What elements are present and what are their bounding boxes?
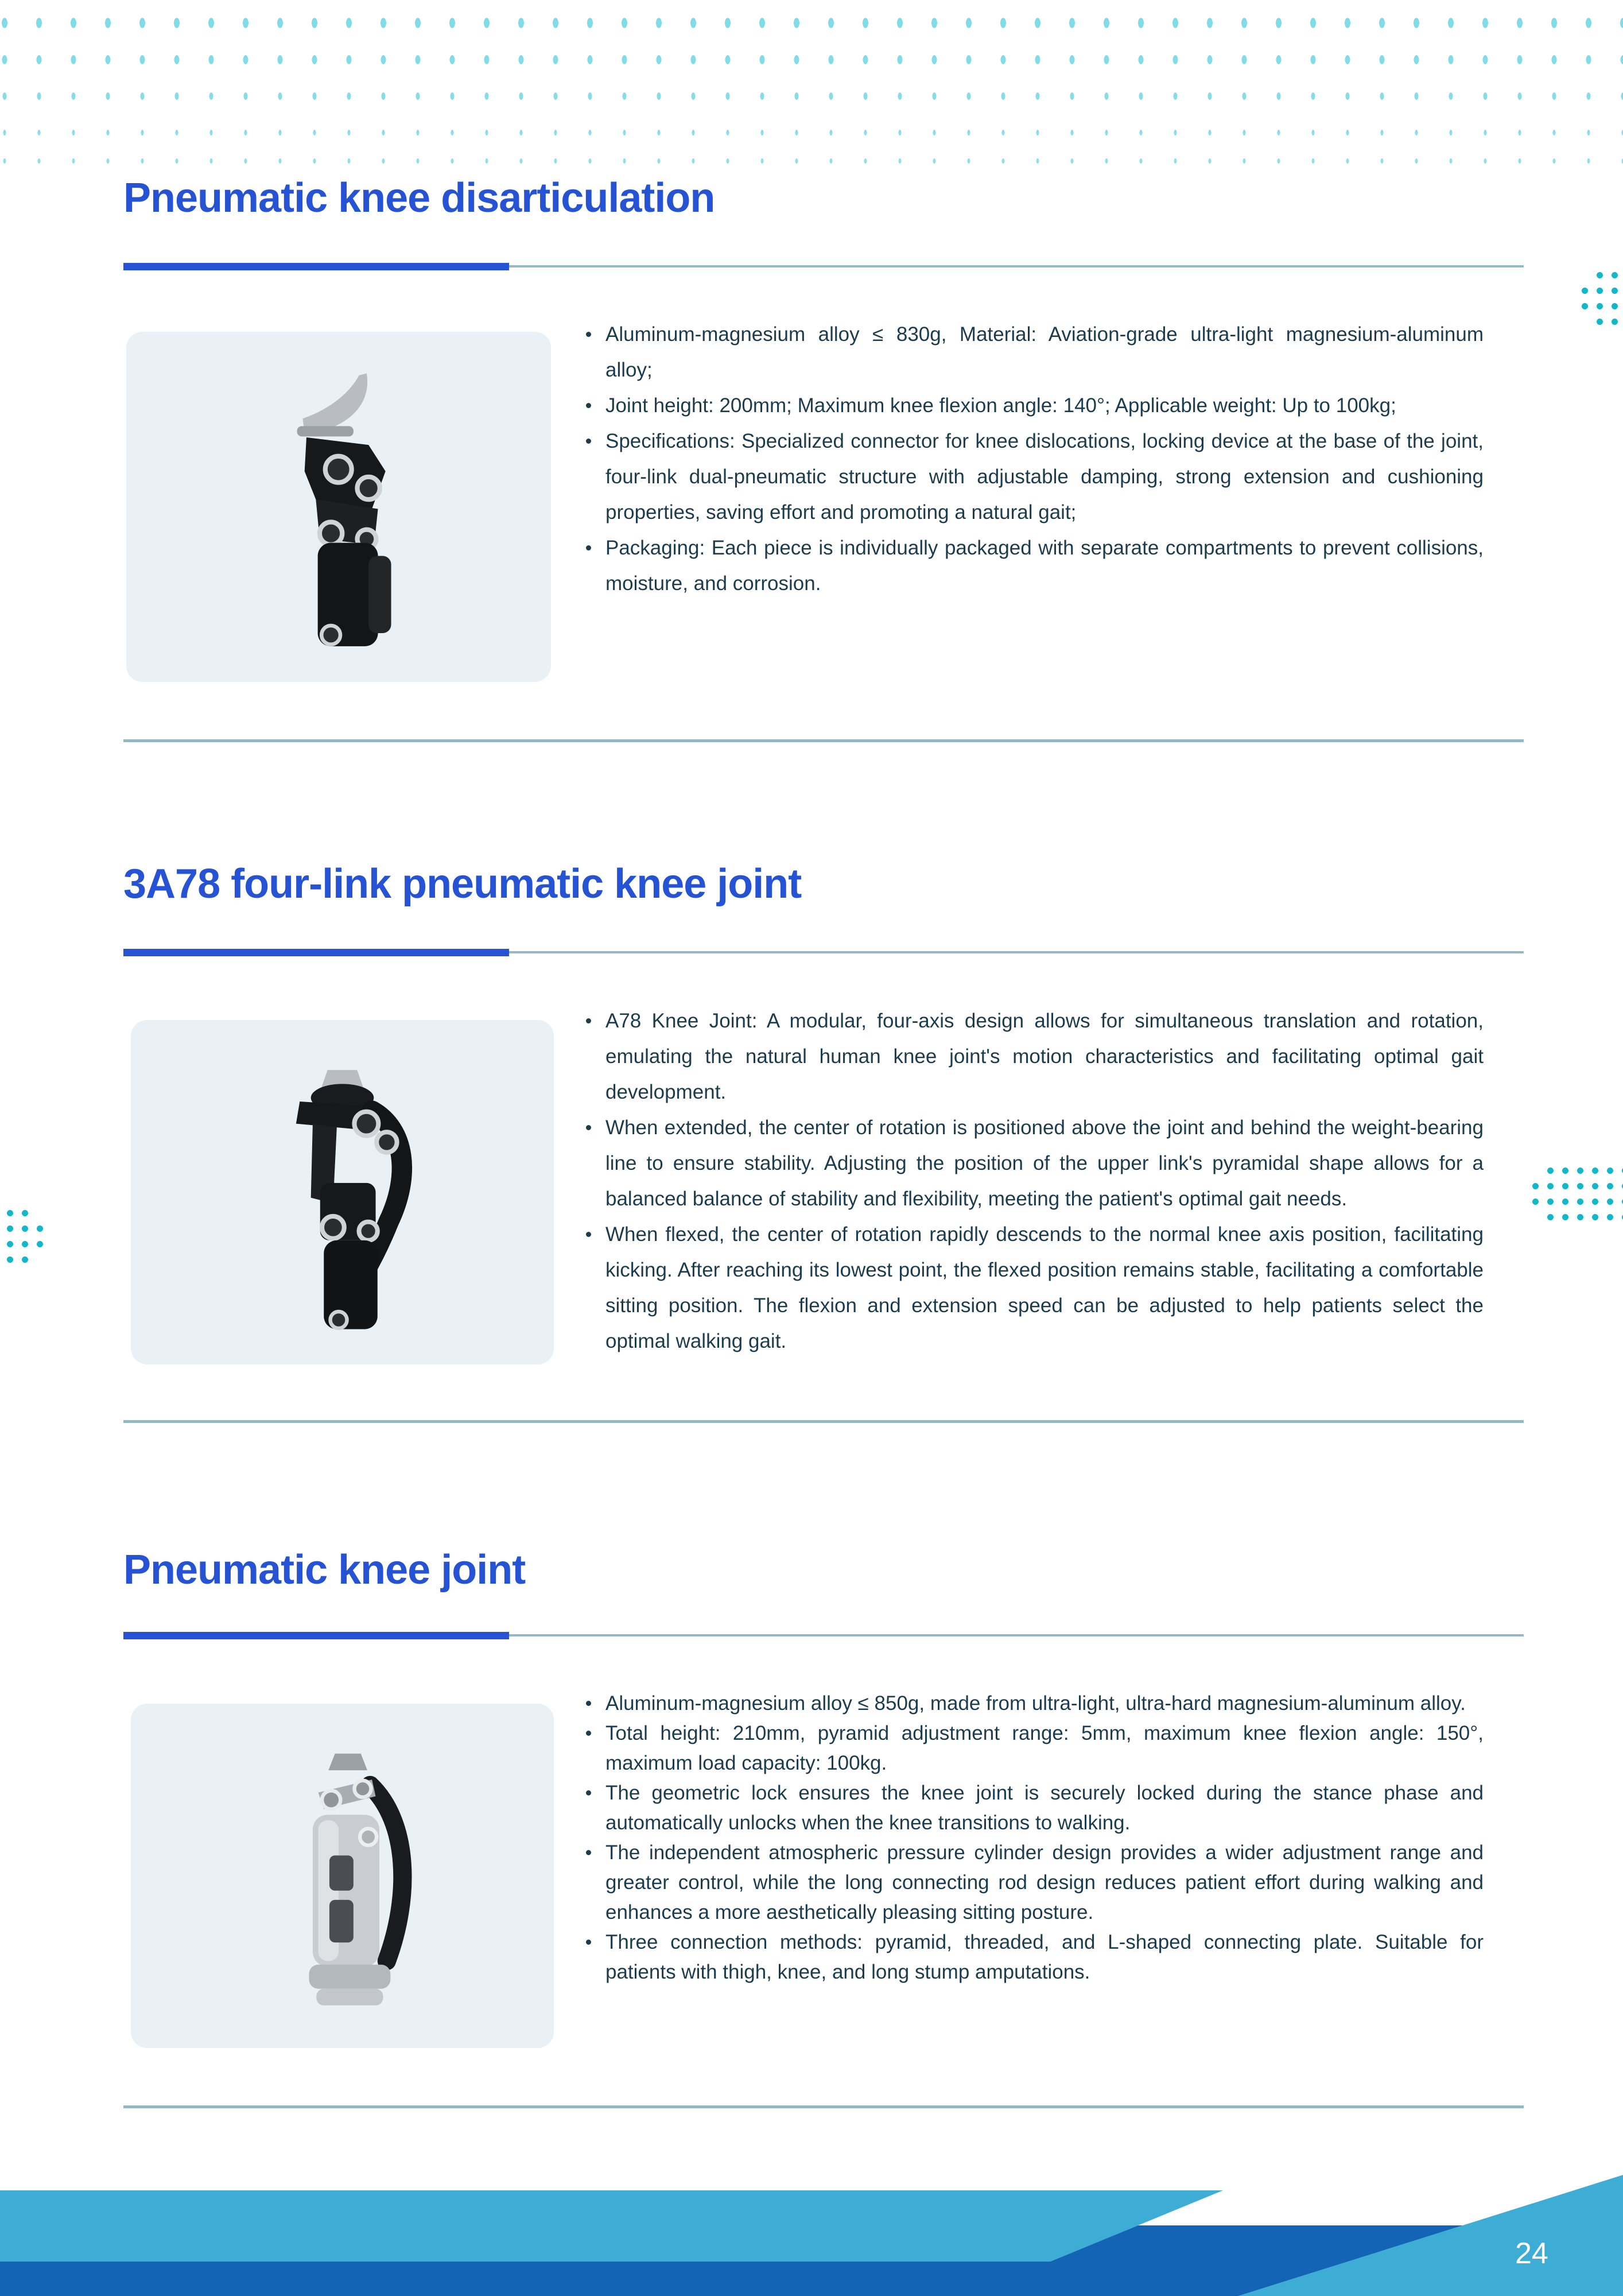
section-3-bullet-list — [583, 1689, 1484, 1987]
footer-decoration — [0, 2124, 1623, 2296]
teal-dot — [1562, 1183, 1568, 1189]
teal-dot — [1582, 303, 1588, 309]
bullet-icon — [586, 1125, 591, 1130]
teal-dot — [7, 1256, 13, 1263]
teal-dot — [7, 1210, 13, 1216]
bullet-icon — [586, 332, 591, 337]
teal-dot — [1547, 1214, 1554, 1220]
section-divider — [123, 2105, 1524, 2108]
teal-dot — [1592, 1183, 1598, 1189]
bullet-icon — [586, 403, 591, 408]
teal-dot — [1547, 1183, 1554, 1189]
bullet-icon — [586, 1731, 591, 1736]
teal-dot — [1597, 288, 1603, 294]
dot-grid-row — [1527, 1178, 1623, 1194]
teal-dot — [22, 1210, 28, 1216]
teal-dot — [1592, 1168, 1598, 1174]
bullet-icon — [586, 1701, 591, 1706]
section-3-product-image-box — [131, 1704, 554, 2048]
dot-grid-row — [2, 1205, 51, 1221]
bullet-item — [583, 1003, 1484, 1110]
dot-grid-row — [1576, 314, 1622, 329]
rule-accent-bar — [123, 949, 509, 956]
teal-dot — [1597, 272, 1603, 278]
section-divider — [123, 739, 1524, 742]
top-dot-pattern-row — [0, 92, 1623, 100]
bullet-item — [583, 317, 1484, 388]
dot-grid-row — [2, 1236, 51, 1252]
section-1-heading: Pneumatic knee disarticulation — [123, 175, 715, 221]
teal-dot — [1592, 1214, 1598, 1220]
teal-dot — [1547, 1168, 1554, 1174]
bullet-text: The geometric lock ensures the knee joint is securely locked during the stance phase and automatically unlocks when the knee transitions to walking. — [605, 1782, 1484, 1834]
bullet-item — [583, 1927, 1484, 1987]
dot-grid-row — [1527, 1209, 1623, 1225]
bullet-icon — [586, 1940, 591, 1945]
bullet-text: When flexed, the center of rotation rapidly descends to the normal knee axis position, facilitating kicking. After reaching its lowest point, the flexed position remains stable, facilitating a comfortable sitting position. The flexion and extension speed can be adjusted to help patients select the optimal walking gait. — [605, 1223, 1484, 1352]
bullet-item — [583, 1110, 1484, 1217]
dot-grid-row — [1527, 1194, 1623, 1209]
teal-dot — [1597, 319, 1603, 325]
teal-dot — [1577, 1214, 1583, 1220]
teal-dot — [22, 1225, 28, 1232]
teal-dot — [1607, 1214, 1613, 1220]
bullet-icon — [586, 1232, 591, 1237]
dot-grid-row — [2, 1221, 51, 1236]
teal-dot — [1612, 272, 1618, 278]
knee-disarticulation-product-photo — [226, 356, 451, 658]
teal-dot — [1592, 1199, 1598, 1205]
section-2-bullet-list — [583, 1003, 1484, 1359]
teal-dot — [22, 1241, 28, 1247]
bullet-text: Joint height: 200mm; Maximum knee flexion angle: 140°; Applicable weight: Up to 100kg; — [605, 394, 1396, 417]
bullet-text: A78 Knee Joint: A modular, four-axis design allows for simultaneous translation and rotation, emulating the natural human knee joint's motion characteristics and facilitating optimal gait development. — [605, 1010, 1484, 1103]
top-dot-pattern-row — [0, 130, 1623, 135]
bullet-text: Aluminum-magnesium alloy ≤ 850g, made from ultra-light, ultra-hard magnesium-aluminum alloy. — [605, 1692, 1466, 1715]
right-top-dot-grid-decoration — [1576, 267, 1622, 329]
bullet-icon — [586, 1850, 591, 1855]
bullet-icon — [586, 545, 591, 550]
bullet-item — [583, 1719, 1484, 1778]
bullet-item — [583, 424, 1484, 530]
bullet-text: Three connection methods: pyramid, threaded, and L-shaped connecting plate. Suitable for patients with thigh, knee, and long stump amputations. — [605, 1931, 1484, 1983]
pneumatic-knee-joint-product-photo — [231, 1728, 453, 2024]
bullet-icon — [586, 439, 591, 444]
top-dot-pattern-row — [0, 158, 1623, 164]
teal-dot — [1532, 1199, 1539, 1205]
dot-grid-row — [1576, 283, 1622, 298]
teal-dot — [1562, 1214, 1568, 1220]
top-dot-pattern-row — [0, 55, 1623, 64]
dot-grid-row — [2, 1252, 51, 1267]
dot-grid-row — [1527, 1163, 1623, 1178]
teal-dot — [7, 1225, 13, 1232]
teal-dot — [1577, 1199, 1583, 1205]
section-divider — [123, 1420, 1524, 1423]
bullet-item — [583, 1838, 1484, 1927]
bullet-text: Specifications: Specialized connector for knee dislocations, locking device at the base of the joint, four-link dual-pneumatic structure with adjustable damping, strong extension and cushioning properties, saving effort and promoting a natural gait; — [605, 430, 1484, 523]
teal-dot — [1562, 1199, 1568, 1205]
section-1-product-image-box — [126, 332, 551, 682]
bullet-text: When extended, the center of rotation is positioned above the joint and behind the weight-bearing line to ensure stability. Adjusting the position of the upper link's pyramidal shape allows for a balanced balance of stability and flexibility, meeting the patient's optimal gait needs. — [605, 1116, 1484, 1210]
top-dot-pattern-row — [0, 18, 1623, 28]
bullet-text: Aluminum-magnesium alloy ≤ 830g, Material: Aviation-grade ultra-light magnesium-aluminum alloy; — [605, 323, 1484, 381]
teal-dot — [1612, 319, 1618, 325]
section-1-heading-rule — [123, 263, 1524, 270]
teal-dot — [1607, 1168, 1613, 1174]
dot-grid-row — [1576, 267, 1622, 283]
teal-dot — [1597, 303, 1603, 309]
section-2-product-image-box — [131, 1020, 554, 1364]
bullet-icon — [586, 1790, 591, 1795]
bullet-item — [583, 1778, 1484, 1838]
rule-accent-bar — [123, 263, 509, 270]
bullet-icon — [586, 1018, 591, 1023]
teal-dot — [1532, 1183, 1539, 1189]
right-middle-dot-grid-decoration — [1527, 1163, 1623, 1225]
teal-dot — [1547, 1199, 1554, 1205]
bullet-item — [583, 1217, 1484, 1359]
teal-dot — [22, 1256, 28, 1263]
teal-dot — [1612, 288, 1618, 294]
teal-dot — [1577, 1183, 1583, 1189]
teal-dot — [1607, 1183, 1613, 1189]
bullet-item — [583, 388, 1484, 424]
teal-dot — [1582, 288, 1588, 294]
bullet-item — [583, 530, 1484, 602]
page-number: 24 — [1515, 2237, 1548, 2270]
left-dot-grid-decoration — [2, 1205, 51, 1267]
section-3-heading-rule — [123, 1632, 1524, 1639]
section-1-bullet-list — [583, 317, 1484, 602]
rule-accent-bar — [123, 1632, 509, 1639]
bullet-text: The independent atmospheric pressure cylinder design provides a wider adjustment range and greater control, while the long connecting rod design reduces patient effort during walking and enhances a more aesthetically pleasing sitting posture. — [605, 1841, 1484, 1923]
teal-dot — [37, 1225, 43, 1232]
four-link-knee-joint-product-photo — [231, 1044, 453, 1340]
dot-grid-row — [1576, 298, 1622, 314]
section-2-heading: 3A78 four-link pneumatic knee joint — [123, 861, 802, 907]
teal-dot — [1612, 303, 1618, 309]
section-2-heading-rule — [123, 949, 1524, 956]
teal-dot — [1562, 1168, 1568, 1174]
bullet-text: Packaging: Each piece is individually packaged with separate compartments to prevent collisions, moisture, and corrosion. — [605, 537, 1484, 595]
section-3-heading: Pneumatic knee joint — [123, 1547, 526, 1593]
bullet-text: Total height: 210mm, pyramid adjustment range: 5mm, maximum knee flexion angle: 150°, maximum load capacity: 100kg. — [605, 1722, 1484, 1774]
teal-dot — [37, 1241, 43, 1247]
teal-dot — [7, 1241, 13, 1247]
teal-dot — [1607, 1199, 1613, 1205]
teal-dot — [1577, 1168, 1583, 1174]
bullet-item — [583, 1689, 1484, 1719]
